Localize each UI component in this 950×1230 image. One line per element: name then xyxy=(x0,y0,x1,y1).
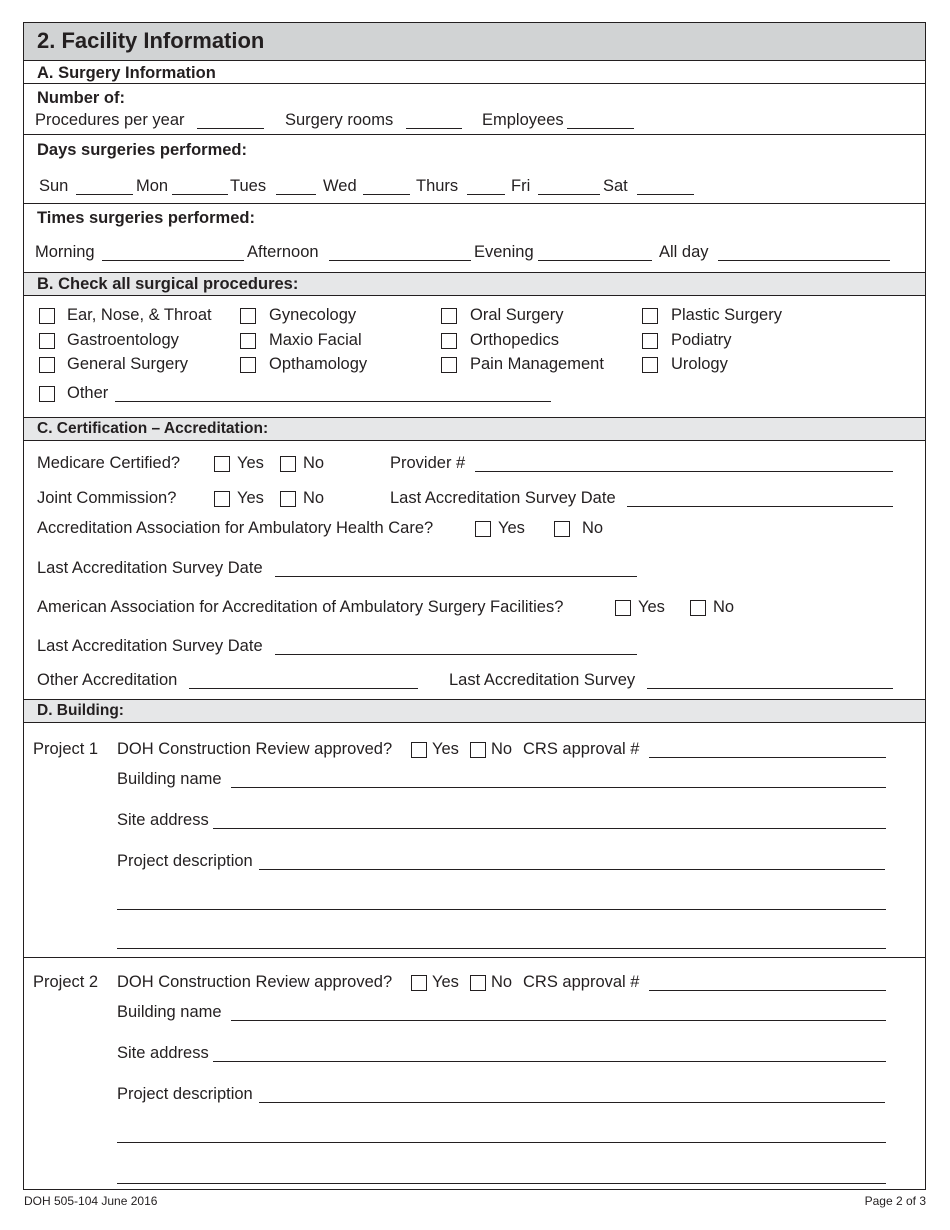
checkbox-gynecology[interactable] xyxy=(240,308,256,324)
procedure-gynecology-label: Gynecology xyxy=(269,306,357,324)
project-1-no-label: No xyxy=(491,740,513,758)
project-2-doh-review-label: DOH Construction Review approved? xyxy=(117,973,393,991)
project-1-yes-checkbox[interactable] xyxy=(411,742,427,758)
checkbox-maxio-facial[interactable] xyxy=(240,333,256,349)
project-1-crs-field[interactable] xyxy=(649,757,886,758)
aaaasf-survey-date-label: Last Accreditation Survey Date xyxy=(37,637,263,655)
medicare-yes-label: Yes xyxy=(237,454,264,472)
project-2-description-field[interactable] xyxy=(259,1102,885,1103)
other-accreditation-field[interactable] xyxy=(189,688,418,689)
medicare-no-label: No xyxy=(303,454,325,472)
day-wed-field[interactable] xyxy=(363,194,410,195)
aaaasf-survey-date-field[interactable] xyxy=(275,654,637,655)
surgery-rooms-field[interactable] xyxy=(406,128,462,129)
checkbox-oral-surgery[interactable] xyxy=(441,308,457,324)
day-mon-field[interactable] xyxy=(172,194,228,195)
day-sat-label: Sat xyxy=(603,177,628,195)
section-c-band xyxy=(24,417,925,441)
aaahc-survey-date-field[interactable] xyxy=(275,576,637,577)
times-performed-label: Times surgeries performed: xyxy=(37,209,255,227)
procedure-general-surgery-label: General Surgery xyxy=(67,355,189,373)
aaaasf-label: American Association for Accreditation of Ambulatory Surgery Facilities? xyxy=(37,598,564,616)
days-performed-label: Days surgeries performed: xyxy=(37,141,247,159)
medicare-label: Medicare Certified? xyxy=(37,454,181,472)
day-fri-field[interactable] xyxy=(538,194,600,195)
checkbox-opthamology[interactable] xyxy=(240,357,256,373)
time-morning-field[interactable] xyxy=(102,260,244,261)
day-thurs-field[interactable] xyxy=(467,194,505,195)
project-2-description-line[interactable] xyxy=(117,1183,886,1184)
procedure-orthopedics-label: Orthopedics xyxy=(470,331,559,349)
project-1-site-address-field[interactable] xyxy=(213,828,886,829)
section-d-header: D. Building: xyxy=(37,702,124,719)
day-wed-label: Wed xyxy=(323,177,357,195)
project-1-description-line[interactable] xyxy=(117,909,886,910)
employees-label: Employees xyxy=(482,111,564,129)
project-2-no-label: No xyxy=(491,973,513,991)
aaaasf-no-checkbox[interactable] xyxy=(690,600,706,616)
time-morning-label: Morning xyxy=(35,243,95,261)
time-evening-label: Evening xyxy=(474,243,534,261)
section-b-band xyxy=(24,272,925,296)
employees-field[interactable] xyxy=(567,128,634,129)
procedure-other-label: Other xyxy=(67,384,109,402)
section-d-band xyxy=(24,699,925,723)
project-2-label: Project 2 xyxy=(33,973,99,991)
procedure-plastic-surgery-label: Plastic Surgery xyxy=(671,306,782,324)
checkbox-podiatry[interactable] xyxy=(642,333,658,349)
section-b-header: B. Check all surgical procedures: xyxy=(37,275,299,293)
title-band xyxy=(24,23,925,61)
joint-yes-label: Yes xyxy=(237,489,264,507)
number-of-label: Number of: xyxy=(37,89,125,107)
aaahc-no-checkbox[interactable] xyxy=(554,521,570,537)
project-2-description-label: Project description xyxy=(117,1085,253,1103)
project-2-crs-field[interactable] xyxy=(649,990,886,991)
procedure-other-field[interactable] xyxy=(115,401,551,402)
procedure-urology-label: Urology xyxy=(671,355,728,373)
footer-form-id: DOH 505-104 June 2016 xyxy=(24,1194,158,1208)
day-tues-field[interactable] xyxy=(276,194,316,195)
aaahc-yes-checkbox[interactable] xyxy=(475,521,491,537)
page-title: 2. Facility Information xyxy=(37,28,265,53)
time-allday-label: All day xyxy=(659,243,709,261)
aaahc-survey-date-label: Last Accreditation Survey Date xyxy=(37,559,263,577)
checkbox-general-surgery[interactable] xyxy=(39,357,55,373)
project-1-building-name-label: Building name xyxy=(117,770,222,788)
checkbox-orthopedics[interactable] xyxy=(441,333,457,349)
other-last-survey-field[interactable] xyxy=(647,688,893,689)
checkbox-other[interactable] xyxy=(39,386,55,402)
medicare-yes-checkbox[interactable] xyxy=(214,456,230,472)
joint-no-checkbox[interactable] xyxy=(280,491,296,507)
procedure-opthamology-label: Opthamology xyxy=(269,355,368,373)
project-1-label: Project 1 xyxy=(33,740,99,758)
project-1-description-label: Project description xyxy=(117,852,253,870)
project-2-site-address-field[interactable] xyxy=(213,1061,886,1062)
project-1-no-checkbox[interactable] xyxy=(470,742,486,758)
day-sat-field[interactable] xyxy=(637,194,694,195)
procedures-per-year-label: Procedures per year xyxy=(35,111,185,129)
aaahc-label: Accreditation Association for Ambulatory Health Care? xyxy=(37,519,434,537)
joint-commission-label: Joint Commission? xyxy=(37,489,177,507)
project-1-description-line[interactable] xyxy=(117,948,886,949)
divider xyxy=(24,203,925,204)
day-sun-label: Sun xyxy=(39,177,69,195)
other-last-survey-label: Last Accreditation Survey xyxy=(449,671,636,689)
facility-information-form xyxy=(23,22,926,1190)
joint-no-label: No xyxy=(303,489,325,507)
provider-field[interactable] xyxy=(475,471,893,472)
checkbox-plastic-surgery[interactable] xyxy=(642,308,658,324)
day-fri-label: Fri xyxy=(511,177,531,195)
project-2-description-line[interactable] xyxy=(117,1142,886,1143)
time-afternoon-field[interactable] xyxy=(329,260,471,261)
other-accreditation-label: Other Accreditation xyxy=(37,671,178,689)
project-1-crs-label: CRS approval # xyxy=(523,740,640,758)
day-mon-label: Mon xyxy=(136,177,169,195)
day-sun-field[interactable] xyxy=(76,194,133,195)
procedure-ent-label: Ear, Nose, & Throat xyxy=(67,306,212,324)
time-evening-field[interactable] xyxy=(538,260,652,261)
procedure-pain-management-label: Pain Management xyxy=(470,355,604,373)
provider-label: Provider # xyxy=(390,454,466,472)
joint-survey-date-label: Last Accreditation Survey Date xyxy=(390,489,616,507)
aaahc-no-label: No xyxy=(582,519,604,537)
aaaasf-no-label: No xyxy=(713,598,735,616)
project-2-site-address-label: Site address xyxy=(117,1044,209,1062)
project-2-crs-label: CRS approval # xyxy=(523,973,640,991)
section-c-header: C. Certification – Accreditation: xyxy=(37,420,269,437)
checkbox-ent[interactable] xyxy=(39,308,55,324)
aaahc-yes-label: Yes xyxy=(498,519,525,537)
procedure-podiatry-label: Podiatry xyxy=(671,331,732,349)
divider xyxy=(24,83,925,84)
checkbox-urology[interactable] xyxy=(642,357,658,373)
procedure-oral-surgery-label: Oral Surgery xyxy=(470,306,564,324)
project-1-building-name-field[interactable] xyxy=(231,787,886,788)
divider xyxy=(24,134,925,135)
aaaasf-yes-label: Yes xyxy=(638,598,665,616)
procedure-gastroentology-label: Gastroentology xyxy=(67,331,179,349)
project-2-yes-label: Yes xyxy=(432,973,459,991)
project-2-yes-checkbox[interactable] xyxy=(411,975,427,991)
aaaasf-yes-checkbox[interactable] xyxy=(615,600,631,616)
project-1-doh-review-label: DOH Construction Review approved? xyxy=(117,740,393,758)
procedure-maxio-facial-label: Maxio Facial xyxy=(269,331,362,349)
project-1-yes-label: Yes xyxy=(432,740,459,758)
surgery-rooms-label: Surgery rooms xyxy=(285,111,394,129)
day-tues-label: Tues xyxy=(230,177,267,195)
divider xyxy=(24,957,925,958)
checkbox-gastroentology[interactable] xyxy=(39,333,55,349)
project-2-no-checkbox[interactable] xyxy=(470,975,486,991)
project-1-site-address-label: Site address xyxy=(117,811,209,829)
footer-page-number: Page 2 of 3 xyxy=(864,1194,926,1208)
day-thurs-label: Thurs xyxy=(416,177,459,195)
joint-survey-date-field[interactable] xyxy=(627,506,893,507)
time-afternoon-label: Afternoon xyxy=(247,243,319,261)
checkbox-pain-management[interactable] xyxy=(441,357,457,373)
project-2-building-name-field[interactable] xyxy=(231,1020,886,1021)
section-a-header: A. Surgery Information xyxy=(37,64,216,82)
procedures-per-year-field[interactable] xyxy=(197,128,264,129)
medicare-no-checkbox[interactable] xyxy=(280,456,296,472)
joint-yes-checkbox[interactable] xyxy=(214,491,230,507)
project-1-description-field[interactable] xyxy=(259,869,885,870)
time-allday-field[interactable] xyxy=(718,260,890,261)
project-2-building-name-label: Building name xyxy=(117,1003,222,1021)
